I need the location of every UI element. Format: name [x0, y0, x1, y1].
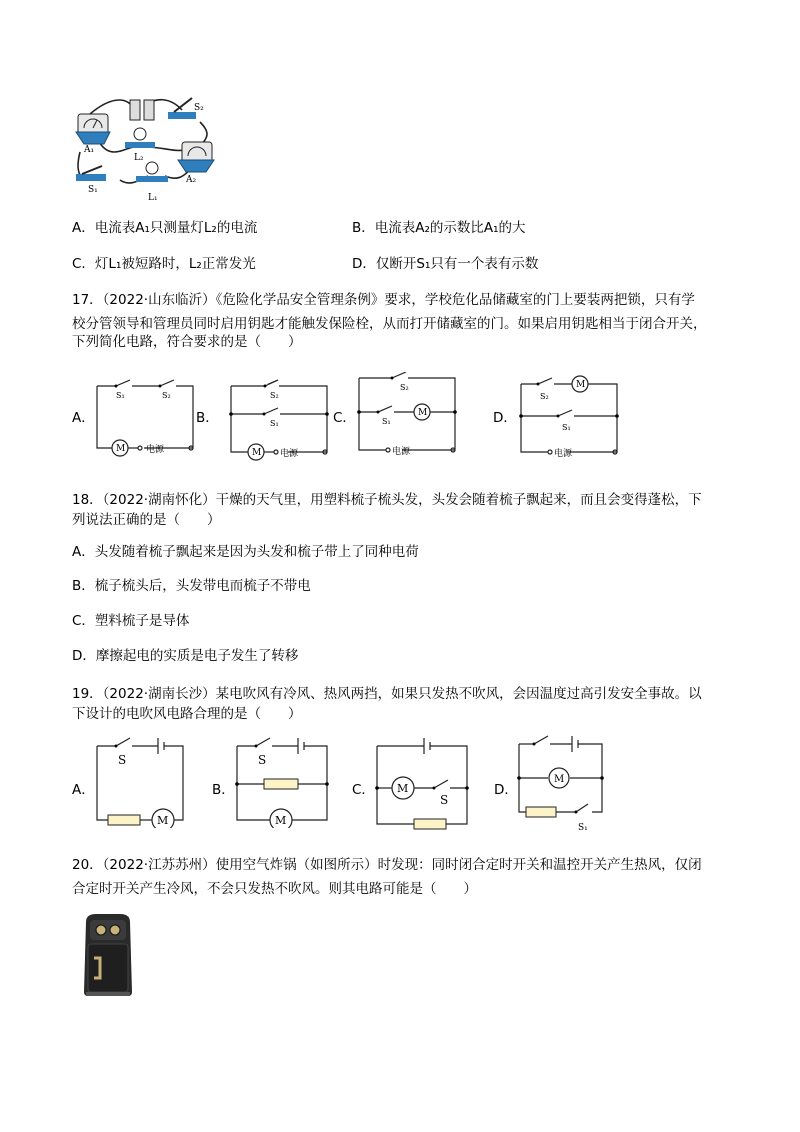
switch-s1-icon — [76, 166, 106, 181]
q17-stem-line1: 17．（2022·山东临沂）《危险化学品安全管理条例》要求，学校危化品储藏室的门上要装两把锁，只有学 — [72, 292, 695, 308]
q19d-motor-label: M — [554, 774, 565, 785]
q16-label-l2: L₂ — [134, 153, 144, 163]
q18-option-d[interactable]: D．摩擦起电的实质是电子发生了转移 — [72, 648, 299, 664]
switch-s2-icon — [168, 98, 196, 119]
q17b-s1-label: S₁ — [270, 419, 279, 428]
q19-option-a-label[interactable]: A． — [72, 782, 95, 798]
q18-option-a[interactable]: A．头发随着梳子飘起来是因为头发和梳子带上了同种电荷 — [72, 544, 419, 560]
q16-option-c[interactable]: C．灯L₁被短路时，L₂正常发光 — [72, 256, 256, 272]
q17-stem-line2: 校分管领导和管理员同时启用钥匙才能触发保险栓，从而打开储藏室的门。如果启用钥匙相当于闭合开关， — [72, 316, 707, 332]
q16-label-s2: S₂ — [194, 103, 204, 113]
q19a-switch-label: S — [118, 753, 127, 767]
q17-option-c-label[interactable]: C． — [333, 410, 356, 426]
q20-stem-line1: 20．（2022·江苏苏州）使用空气炸锅（如图所示）时发现：同时闭合定时开关和温控开关产生热风，仅闭 — [72, 857, 702, 873]
q17a-s2-label: S₂ — [162, 391, 171, 400]
air-fryer-image — [80, 912, 136, 998]
q17-stem-line3: 下列简化电路，符合要求的是（ ） — [72, 334, 302, 350]
q17c-s1-label: S₁ — [382, 417, 391, 426]
q19b-switch-label: S — [258, 753, 267, 767]
q20-stem-line2: 合定时开关产生冷风，不会只发热不吹风。则其电路可能是（ ） — [72, 881, 477, 897]
q16-circuit-figure — [70, 92, 220, 207]
q19c-switch-label: S — [440, 793, 449, 807]
q19-option-b-label[interactable]: B． — [212, 782, 235, 798]
q17-circuit-a[interactable] — [94, 378, 196, 458]
q17d-s1-label: S₁ — [562, 423, 571, 432]
q19-stem-line2: 下设计的电吹风电路合理的是（ ） — [72, 706, 302, 722]
q17a-source-label: 电源 — [146, 445, 165, 455]
lamp-l1-icon — [136, 162, 168, 182]
q17b-s2-label: S₂ — [270, 391, 279, 400]
q18-stem-line1: 18．（2022·湖南怀化）干燥的天气里，用塑料梳子梳头发，头发会随着梳子飘起来，而且会变得蓬松，下 — [72, 492, 702, 508]
q17c-motor-label: M — [418, 408, 428, 418]
q19a-motor-label: M — [157, 814, 169, 827]
q17c-source-label: 电源 — [392, 447, 411, 457]
q17-option-a-label[interactable]: A． — [72, 410, 95, 426]
q17d-motor-label: M — [576, 380, 586, 390]
q16-label-a2: A₂ — [186, 175, 197, 185]
q17-option-b-label[interactable]: B． — [196, 410, 219, 426]
lamp-l2-icon — [125, 128, 155, 148]
q19-circuit-b[interactable] — [234, 734, 330, 828]
q17a-s1-label: S₁ — [116, 391, 125, 400]
q18-option-c[interactable]: C．塑料梳子是导体 — [72, 613, 190, 629]
q17a-motor-label: M — [116, 444, 126, 454]
q19-circuit-c[interactable] — [374, 736, 470, 830]
ammeter-a1-icon — [76, 114, 110, 144]
q17-circuit-b[interactable] — [228, 378, 330, 462]
q16-label-l1: L₁ — [148, 193, 158, 203]
ammeter-a2-icon — [178, 142, 214, 172]
q16-label-s1: S₁ — [88, 185, 98, 195]
q16-option-a[interactable]: A．电流表A₁只测量灯L₂的电流 — [72, 220, 258, 236]
q19b-motor-label: M — [275, 814, 287, 827]
q19-option-c-label[interactable]: C． — [352, 782, 375, 798]
q19-circuit-d[interactable] — [516, 734, 606, 834]
q19d-s1-label: S₁ — [578, 823, 588, 833]
q17b-motor-label: M — [252, 448, 262, 458]
q17d-s2-label: S₂ — [540, 392, 549, 401]
q17-circuit-c[interactable] — [356, 372, 458, 462]
q17-circuit-d[interactable] — [518, 372, 620, 462]
q19-stem-line1: 19．（2022·湖南长沙）某电吹风有冷风、热风两挡，如果只发热不吹风，会因温度过高引发安全事故。以 — [72, 686, 702, 702]
q16-option-d[interactable]: D．仅断开S₁只有一个表有示数 — [352, 256, 539, 272]
q16-option-b[interactable]: B．电流表A₂的示数比A₁的大 — [352, 220, 526, 236]
q19-option-d-label[interactable]: D． — [494, 782, 518, 798]
q19-circuit-a[interactable] — [94, 734, 186, 828]
q16-label-a1: A₁ — [84, 145, 95, 155]
q17b-source-label: 电源 — [280, 449, 299, 459]
q18-stem-line2: 列说法正确的是（ ） — [72, 512, 221, 528]
q17c-s2-label: S₂ — [400, 383, 409, 392]
q19c-motor-label: M — [397, 782, 409, 795]
q18-option-b[interactable]: B．梳子梳头后，头发带电而梳子不带电 — [72, 578, 311, 594]
q17-option-d-label[interactable]: D． — [493, 410, 517, 426]
q17d-source-label: 电源 — [554, 449, 573, 459]
battery-icon — [130, 100, 154, 120]
